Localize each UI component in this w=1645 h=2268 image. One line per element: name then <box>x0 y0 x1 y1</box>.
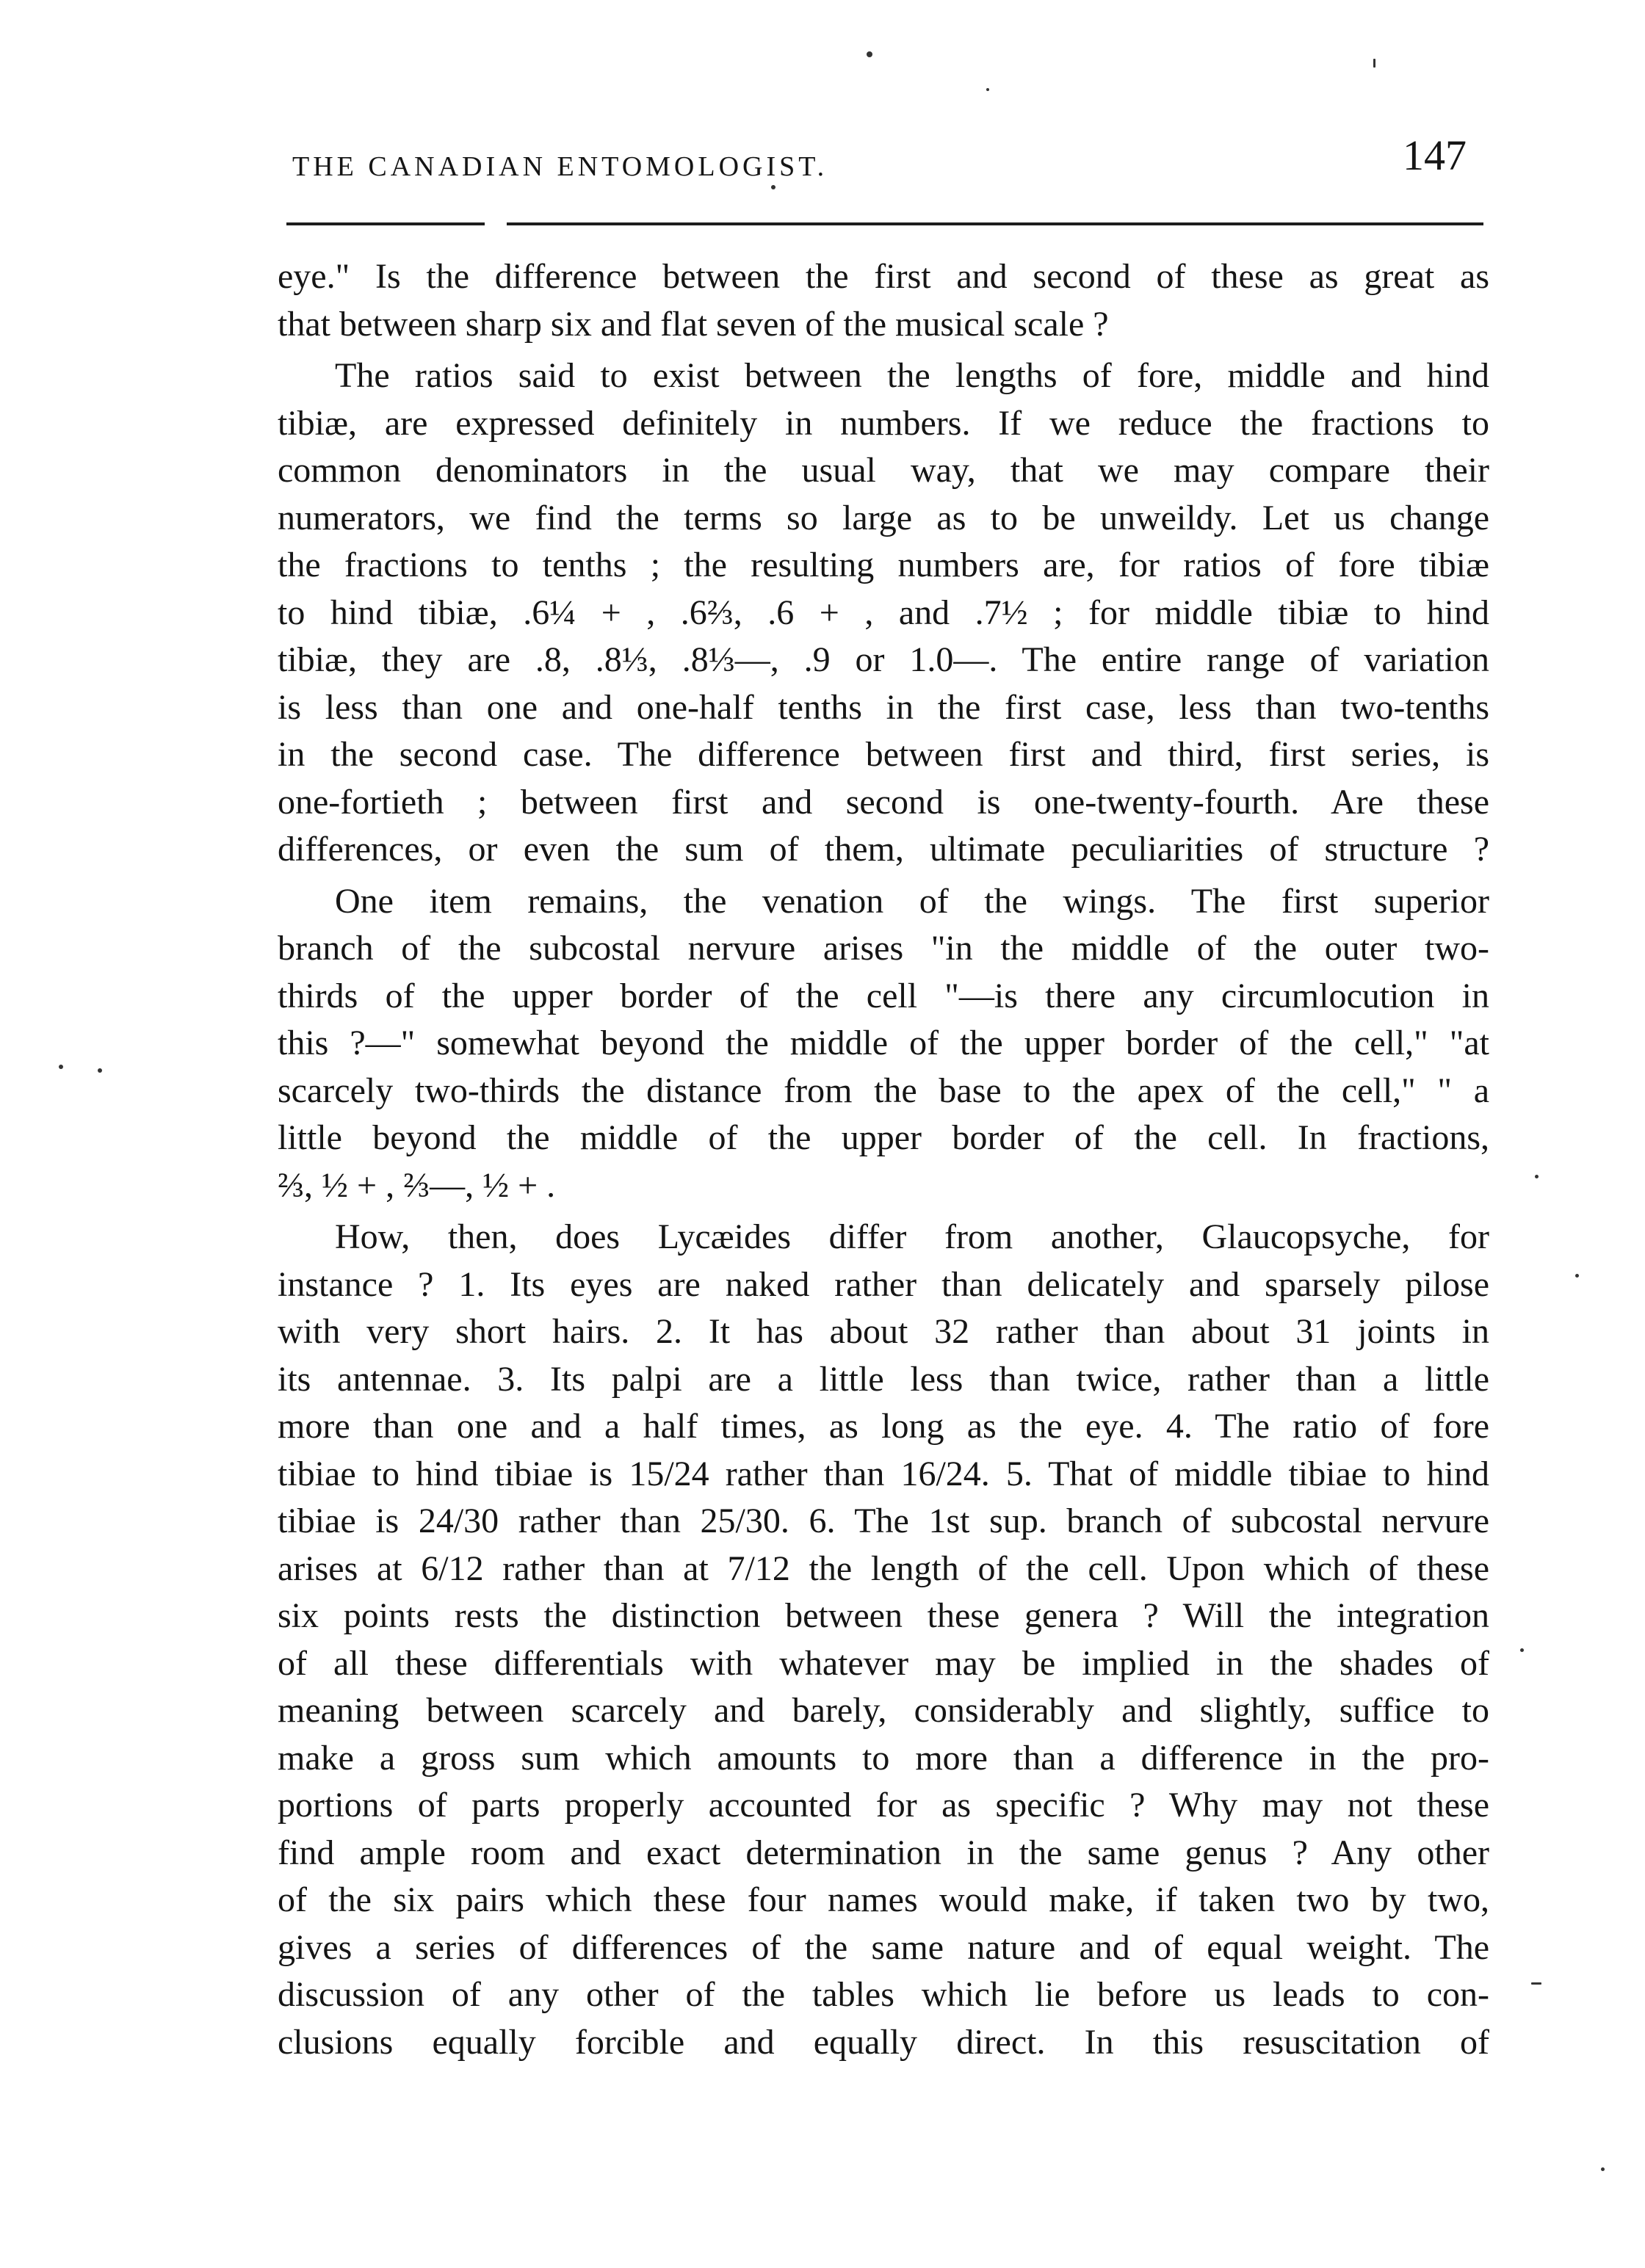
print-speck <box>1601 2167 1605 2171</box>
running-title: THE CANADIAN ENTOMOLOGIST. <box>292 151 828 182</box>
text-line: branch of the subcostal nervure arises "in the middle of the outer two- <box>278 929 1489 968</box>
text-line: that between sharp six and flat seven of the musical scale ? <box>278 304 1109 344</box>
header-rule-left <box>286 222 485 225</box>
text-line: How, then, does Lycæides differ from another, Glaucopsyche, for <box>335 1217 1489 1256</box>
text-line: in the second case. The difference between first and third, first series, is <box>278 735 1489 774</box>
text-line: ⅔, ½ + , ⅔—, ½ + . <box>278 1165 556 1205</box>
text-line: differences, or even the sum of them, ultimate peculiarities of structure ? <box>278 830 1489 869</box>
text-line: arises at 6/12 rather than at 7/12 the length of the cell. Upon which of these <box>278 1548 1489 1588</box>
page-number: 147 <box>1403 131 1467 179</box>
text-line: six points rests the distinction between these genera ? Will the integration <box>278 1596 1489 1635</box>
print-speck <box>1531 1982 1541 1985</box>
print-speck <box>1575 1274 1579 1278</box>
text-line: gives a series of differences of the same nature and of equal weight. The <box>278 1927 1489 1967</box>
page-text <box>278 253 1489 2066</box>
text-line: of all these differentials with whatever may be implied in the shades of <box>278 1643 1489 1683</box>
text-line: tibiae is 24/30 rather than 25/30. 6. The 1st sup. branch of subcostal nervure <box>278 1501 1489 1540</box>
text-line: tibiae to hind tibiae is 15/24 rather than 16/24. 5. That of middle tibiae to hind <box>278 1454 1489 1493</box>
text-line: is less than one and one-half tenths in the first case, less than two-tenths <box>278 687 1489 727</box>
print-speck <box>1535 1175 1539 1178</box>
print-speck <box>59 1065 63 1069</box>
text-line: clusions equally forcible and equally direct. In this resuscitation of <box>278 2022 1489 2062</box>
text-line: this ?—" somewhat beyond the middle of the upper border of the cell," "at <box>278 1024 1489 1062</box>
text-line: tibiæ, they are .8, .8⅓, .8⅓—, .9 or 1.0—. The entire range of variation <box>278 640 1489 679</box>
text-line: find ample room and exact determination in the same genus ? Any other <box>278 1833 1489 1872</box>
text-line: more than one and a half times, as long as the eye. 4. The ratio of fore <box>278 1407 1489 1446</box>
print-speck <box>1373 59 1375 68</box>
print-speck <box>986 88 989 91</box>
text-line: discussion of any other of the tables which lie before us leads to con- <box>278 1975 1489 2014</box>
text-line: meaning between scarcely and barely, considerably and slightly, suffice to <box>278 1691 1489 1730</box>
text-line: one-fortieth ; between first and second is one-twenty-fourth. Are these <box>278 782 1489 822</box>
print-speck <box>1520 1648 1524 1652</box>
text-line: with very short hairs. 2. It has about 32 rather than about 31 joints in <box>278 1312 1489 1351</box>
print-speck <box>867 51 872 57</box>
text-line: to hind tibiæ, .6¼ + , .6⅔, .6 + , and .7½ ; for middle tibiæ to hind <box>278 593 1489 632</box>
text-line: common denominators in the usual way, that we may compare their <box>278 451 1489 490</box>
text-line: numerators, we find the terms so large as to be unweildy. Let us change <box>278 498 1489 537</box>
header-rule-right <box>507 222 1483 225</box>
print-speck <box>98 1068 102 1073</box>
text-line: make a gross sum which amounts to more than a difference in the pro- <box>278 1738 1489 1778</box>
text-line: of the six pairs which these four names would make, if taken two by two, <box>278 1880 1489 1919</box>
text-line: The ratios said to exist between the lengths of fore, middle and hind <box>335 356 1489 395</box>
text-line: thirds of the upper border of the cell "—is there any circumlocution in <box>278 976 1489 1015</box>
text-line: the fractions to tenths ; the resulting numbers are, for ratios of fore tibiæ <box>278 546 1489 584</box>
text-line: One item remains, the venation of the wings. The first superior <box>335 881 1489 921</box>
text-line: portions of parts properly accounted for as specific ? Why may not these <box>278 1786 1489 1825</box>
text-line: instance ? 1. Its eyes are naked rather than delicately and sparsely pilose <box>278 1264 1489 1304</box>
text-line: little beyond the middle of the upper border of the cell. In fractions, <box>278 1118 1489 1157</box>
text-line: eye." Is the difference between the first and second of these as great as <box>278 257 1489 296</box>
text-line: its antennae. 3. Its palpi are a little less than twice, rather than a little <box>278 1359 1489 1399</box>
text-line: scarcely two-thirds the distance from the base to the apex of the cell," " a <box>278 1070 1489 1110</box>
text-line: tibiæ, are expressed definitely in numbers. If we reduce the fractions to <box>278 403 1489 443</box>
